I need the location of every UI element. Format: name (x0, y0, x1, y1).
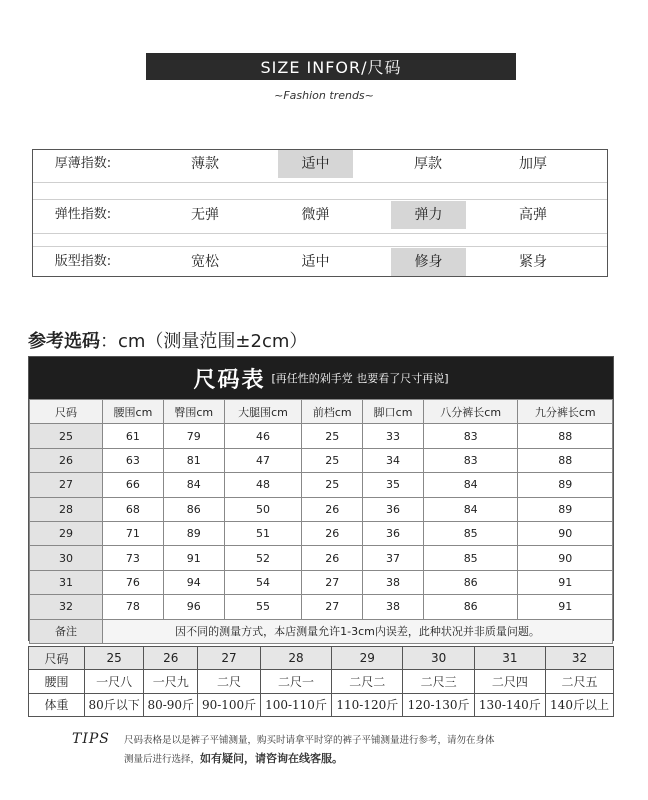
index-option-selected: 弹力 (391, 201, 466, 229)
column-header: 腰围cm (103, 400, 164, 424)
table-cell: 26 (302, 521, 363, 545)
weight-row-label: 体重 (29, 693, 85, 716)
table-cell: 一尺八 (85, 670, 144, 693)
index-row-fit (33, 248, 607, 276)
table-cell: 25 (85, 647, 144, 670)
table-row (30, 473, 613, 497)
size-table-title: 尺码表 (193, 367, 266, 393)
tips-line-2-bold: 如有疑问，请咨询在线客服。 (200, 752, 344, 765)
table-cell: 31 (474, 647, 545, 670)
table-cell: 33 (363, 424, 424, 448)
table-cell: 140斤以上 (546, 693, 614, 716)
table-cell: 27 (302, 595, 363, 619)
row-separator (33, 246, 607, 247)
table-cell: 25 (302, 448, 363, 472)
table-cell: 84 (163, 473, 224, 497)
table-cell: 120-130斤 (403, 693, 474, 716)
table-cell: 36 (363, 521, 424, 545)
weight-row-weight (29, 693, 614, 716)
size-table-header (29, 357, 613, 399)
table-cell: 28 (30, 497, 103, 521)
table-cell: 29 (30, 521, 103, 545)
table-cell: 54 (224, 570, 302, 594)
weight-row-size (29, 647, 614, 670)
table-cell: 81 (163, 448, 224, 472)
row-separator (33, 233, 607, 234)
table-cell: 80-90斤 (144, 693, 198, 716)
table-cell: 80斤以下 (85, 693, 144, 716)
table-cell: 二尺 (198, 670, 261, 693)
table-cell: 66 (103, 473, 164, 497)
table-cell: 32 (30, 595, 103, 619)
table-row (30, 570, 613, 594)
column-header: 大腿围cm (224, 400, 302, 424)
table-cell: 79 (163, 424, 224, 448)
column-header: 臀围cm (163, 400, 224, 424)
table-cell: 26 (302, 546, 363, 570)
index-panel (32, 149, 608, 277)
table-cell: 78 (103, 595, 164, 619)
table-cell: 86 (163, 497, 224, 521)
table-cell: 26 (302, 497, 363, 521)
weight-row-label: 尺码 (29, 647, 85, 670)
table-cell: 一尺九 (144, 670, 198, 693)
table-cell: 29 (332, 647, 403, 670)
tips-line-1: 尺码表格是以是裤子平铺测量，购买时请拿平时穿的裤子平铺测量进行参考，请勿在身体 (124, 735, 495, 746)
table-cell: 63 (103, 448, 164, 472)
table-cell: 36 (363, 497, 424, 521)
table-cell: 61 (103, 424, 164, 448)
table-cell: 88 (518, 448, 613, 472)
index-row-label: 弹性指数: (54, 207, 112, 222)
table-cell: 86 (423, 570, 517, 594)
reference-size-title-bold: 参考选码 (28, 331, 100, 352)
table-row (30, 497, 613, 521)
weight-table (28, 646, 614, 717)
table-cell: 37 (363, 546, 424, 570)
remark-text: 因不同的测量方式，本店测量允许1-3cm内误差，此种状况并非质量问题。 (103, 619, 613, 643)
table-row (30, 521, 613, 545)
table-cell: 84 (423, 497, 517, 521)
table-cell: 27 (198, 647, 261, 670)
table-cell: 68 (103, 497, 164, 521)
table-cell: 86 (423, 595, 517, 619)
table-cell: 89 (518, 473, 613, 497)
table-cell: 130-140斤 (474, 693, 545, 716)
table-cell: 85 (423, 546, 517, 570)
table-cell: 47 (224, 448, 302, 472)
table-cell: 38 (363, 570, 424, 594)
table-cell: 31 (30, 570, 103, 594)
remark-row (30, 619, 613, 643)
index-option-selected: 适中 (278, 150, 353, 178)
index-option: 适中 (301, 254, 330, 270)
index-option: 紧身 (519, 254, 547, 270)
tips-label: TIPS (72, 731, 110, 747)
table-cell: 73 (103, 546, 164, 570)
table-row (30, 546, 613, 570)
table-cell: 27 (30, 473, 103, 497)
index-option-selected: 修身 (391, 248, 466, 276)
table-cell: 83 (423, 424, 517, 448)
table-cell: 90-100斤 (198, 693, 261, 716)
table-cell: 90 (518, 521, 613, 545)
table-cell: 二尺五 (546, 670, 614, 693)
table-row (30, 595, 613, 619)
index-row-thickness (33, 150, 607, 178)
table-cell: 25 (302, 424, 363, 448)
table-cell: 71 (103, 521, 164, 545)
table-cell: 83 (423, 448, 517, 472)
table-cell: 51 (224, 521, 302, 545)
index-option: 薄款 (191, 156, 219, 172)
table-cell: 88 (518, 424, 613, 448)
table-cell: 二尺四 (474, 670, 545, 693)
column-header: 前档cm (302, 400, 363, 424)
table-cell: 25 (302, 473, 363, 497)
table-cell: 二尺三 (403, 670, 474, 693)
table-cell: 26 (30, 448, 103, 472)
reference-size-title (28, 327, 307, 353)
size-info-banner (146, 53, 516, 80)
table-cell: 48 (224, 473, 302, 497)
table-cell: 27 (302, 570, 363, 594)
weight-row-waist (29, 670, 614, 693)
banner-title: SIZE INFOR/尺码 (260, 58, 402, 77)
column-header: 脚口cm (363, 400, 424, 424)
table-cell: 91 (518, 595, 613, 619)
column-header: 八分裤长cm (423, 400, 517, 424)
index-option: 宽松 (191, 254, 219, 270)
table-cell: 30 (30, 546, 103, 570)
table-header-row (30, 400, 613, 424)
table-cell: 26 (144, 647, 198, 670)
table-cell: 34 (363, 448, 424, 472)
table-row (30, 424, 613, 448)
table-cell: 二尺二 (332, 670, 403, 693)
table-cell: 35 (363, 473, 424, 497)
table-cell: 94 (163, 570, 224, 594)
table-cell: 二尺一 (260, 670, 331, 693)
size-grid (29, 399, 613, 644)
index-option: 微弹 (301, 207, 330, 223)
table-cell: 28 (260, 647, 331, 670)
table-cell: 96 (163, 595, 224, 619)
table-row (30, 448, 613, 472)
table-cell: 89 (518, 497, 613, 521)
tips-line-2-text: 测量后进行选择， (124, 754, 201, 765)
table-cell: 30 (403, 647, 474, 670)
tips-line-2 (124, 750, 594, 769)
weight-row-label: 腰围 (29, 670, 85, 693)
tips-text (124, 732, 594, 769)
table-cell: 50 (224, 497, 302, 521)
column-header: 九分裤长cm (518, 400, 613, 424)
index-row-label: 版型指数: (54, 254, 112, 269)
row-separator (33, 199, 607, 200)
table-cell: 90 (518, 546, 613, 570)
table-cell: 52 (224, 546, 302, 570)
table-cell: 38 (363, 595, 424, 619)
index-row-elasticity (33, 201, 607, 229)
table-cell: 55 (224, 595, 302, 619)
table-cell: 85 (423, 521, 517, 545)
reference-size-title-rest: ：cm（测量范围±2cm） (100, 331, 308, 352)
index-option: 高弹 (519, 207, 547, 223)
table-cell: 91 (163, 546, 224, 570)
table-cell: 84 (423, 473, 517, 497)
table-cell: 91 (518, 570, 613, 594)
index-option: 厚款 (414, 156, 442, 172)
index-option: 加厚 (519, 156, 547, 172)
index-row-label: 厚薄指数: (54, 156, 112, 171)
index-option: 无弹 (191, 207, 219, 223)
table-cell: 76 (103, 570, 164, 594)
remark-label: 备注 (30, 619, 103, 643)
row-separator (33, 182, 607, 183)
subtitle: ~Fashion trends~ (274, 89, 374, 102)
table-cell: 46 (224, 424, 302, 448)
size-table (28, 356, 614, 641)
table-cell: 100-110斤 (260, 693, 331, 716)
table-cell: 110-120斤 (332, 693, 403, 716)
size-table-slogan: [再任性的剁手党 也要看了尺寸再说] (271, 372, 449, 385)
table-cell: 89 (163, 521, 224, 545)
table-cell: 32 (546, 647, 614, 670)
column-header: 尺码 (30, 400, 103, 424)
table-cell: 25 (30, 424, 103, 448)
